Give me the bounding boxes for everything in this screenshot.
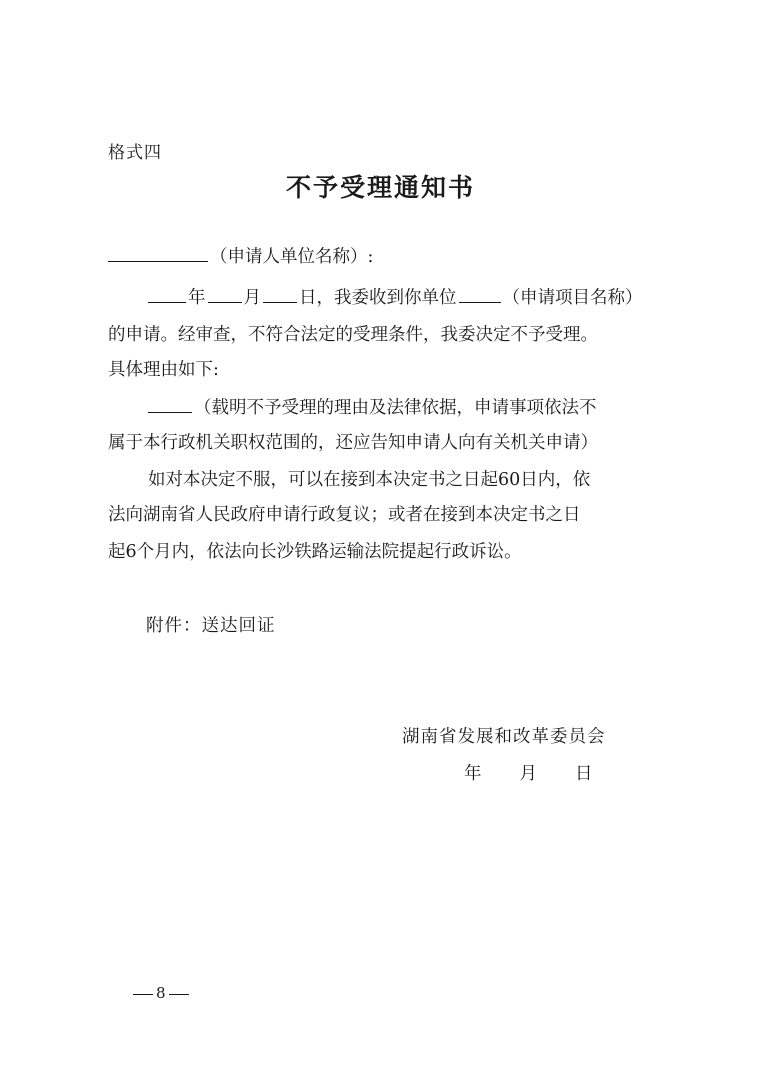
page-dash-right [169,994,189,995]
attachment-line: 附件：送达回证 [146,616,276,636]
date-year: 年 [464,764,482,784]
applicant-blank [108,243,208,262]
addressee-suffix: （申请人单位名称）: [210,247,374,267]
para1-item-name: （申请项目名称） [502,288,643,308]
para3-line2-text: 法向湖南省人民政府申请行政复议；或者在接到本决定书之日 [108,505,581,525]
para1-month: 月 [243,288,261,308]
para3-line3 [108,537,522,567]
year-blank [148,284,186,303]
document-title: 不予受理通知书 [285,173,475,202]
para3-line1-text: 如对本决定不服，可以在接到本决定书之日起60日内，依 [148,470,591,490]
para1-line1 [148,283,673,313]
page-number-value: 8 [156,984,166,1002]
issuer-signature: 湖南省发展和改革委员会 [402,727,606,747]
para3-line1 [148,465,673,495]
day-blank [263,284,297,303]
para1-line3-text: 具体理由如下: [108,360,219,380]
month-blank [208,284,242,303]
date-line [464,760,593,785]
para2-line1 [148,393,673,423]
para2-line1-text: （载明不予受理的理由及法律依据，申请事项依法不 [194,398,597,418]
page-dash-left [133,994,153,995]
para1-day-received: 日，我委收到你单位 [299,288,457,308]
para3-line3-text: 起6个月内，依法向长沙铁路运输法院提起行政诉讼。 [108,542,522,562]
addressee-line [108,242,673,272]
format-label: 格式四 [108,143,162,163]
reason-blank [148,394,192,413]
date-month: 月 [519,764,537,784]
para3-line2 [108,500,673,530]
date-day: 日 [575,764,593,784]
item-blank [459,284,501,303]
para1-line2-text: 的申请。经审查，不符合法定的受理条件，我委决定不予受理。 [108,325,598,345]
para1-year: 年 [188,288,206,308]
para2-line2-text: 属于本行政机关职权范围的，还应告知申请人向有关机关申请） [108,433,598,453]
para1-line2 [108,320,673,350]
page-number [130,984,192,1002]
para1-line3 [108,355,219,385]
para2-line2 [108,428,673,458]
